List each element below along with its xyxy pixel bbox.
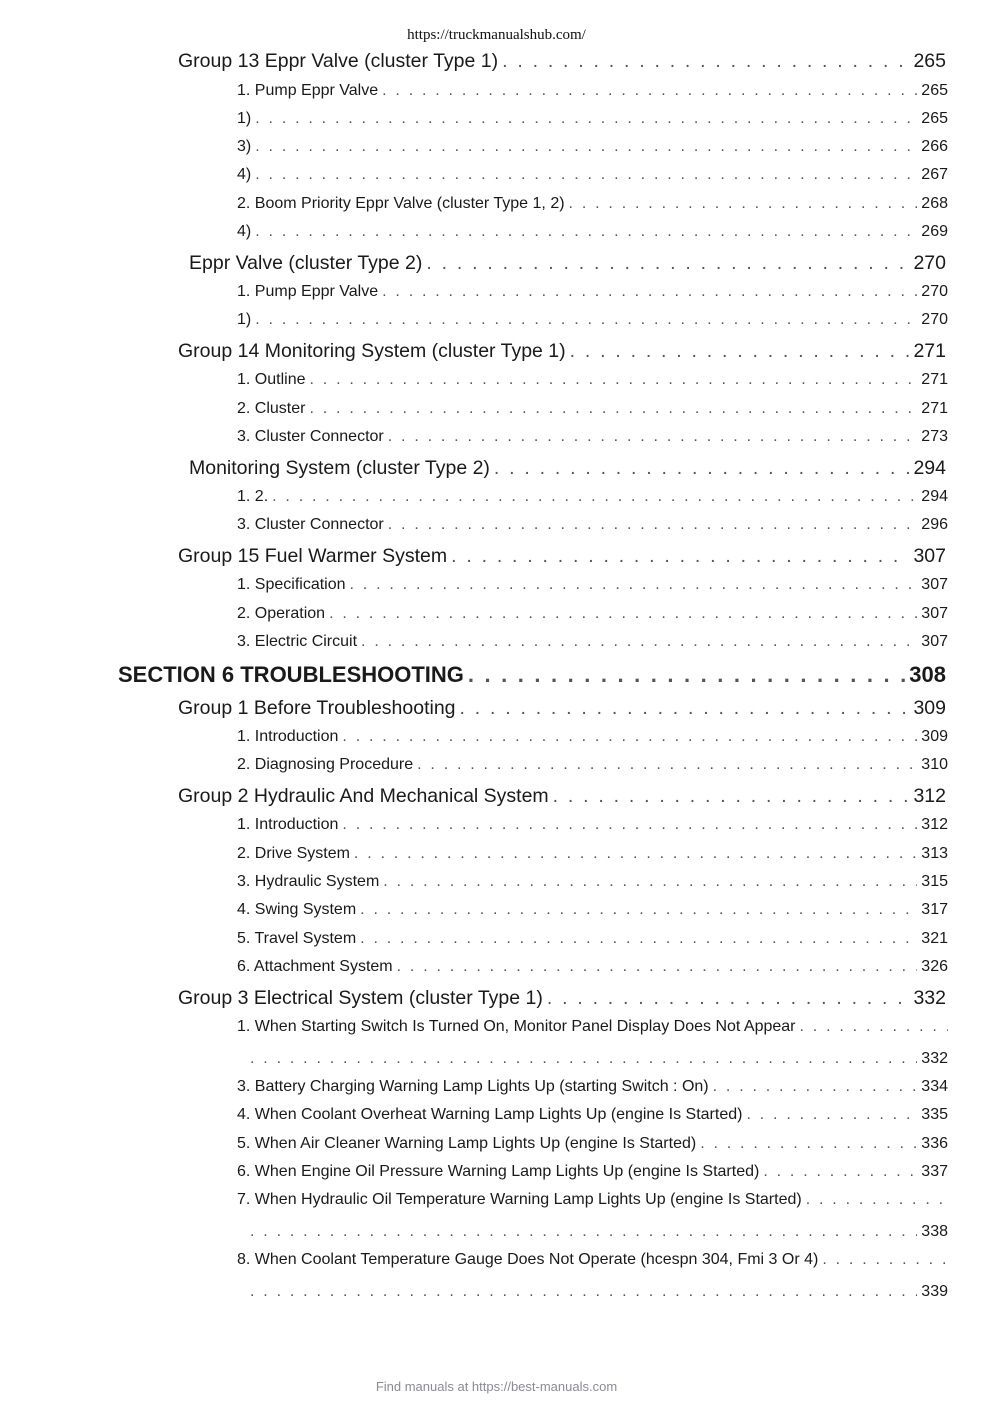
toc-entry-page: 266	[921, 138, 948, 155]
toc-entry-title: 3. Hydraulic System	[237, 873, 380, 890]
toc-entry-page: 296	[921, 516, 948, 533]
dot-leader	[818, 1251, 948, 1269]
dot-leader	[350, 845, 917, 863]
toc-entry-title: 2. Operation	[237, 605, 326, 622]
toc-entry-page: 337	[921, 1163, 948, 1180]
dot-leader	[566, 340, 910, 363]
toc-entry-title: 1. When Starting Switch Is Turned On, Monitor Panel Display Does Not Appear	[237, 1018, 796, 1035]
dot-leader	[759, 1163, 917, 1181]
toc-entry-title: 6. Attachment System	[237, 958, 393, 975]
toc-entry[interactable]	[237, 816, 948, 834]
toc-entry-title: 5. When Air Cleaner Warning Lamp Lights Up (engine Is Started)	[237, 1135, 697, 1152]
dot-leader	[268, 488, 917, 506]
dot-leader	[250, 1283, 917, 1301]
toc-entry[interactable]	[237, 845, 948, 863]
dot-leader	[356, 930, 917, 948]
toc-entry[interactable]	[189, 252, 946, 275]
toc-entry-page: 270	[913, 252, 946, 274]
toc-entry-page: 312	[921, 816, 948, 833]
dot-leader	[498, 50, 909, 73]
toc-entry-title: 4)	[237, 223, 252, 240]
toc-entry-title: 3. Battery Charging Warning Lamp Lights Up (starting Switch : On)	[237, 1078, 709, 1095]
toc-entry[interactable]	[178, 697, 946, 720]
toc-entry[interactable]	[237, 958, 948, 976]
dot-leader	[325, 605, 917, 623]
toc-entry-page: 271	[921, 371, 948, 388]
toc-entry[interactable]	[237, 1191, 948, 1209]
toc-entry-page: 307	[921, 633, 948, 650]
dot-leader	[796, 1018, 949, 1036]
toc-entry-page: 321	[921, 930, 948, 947]
toc-entry-page: 336	[921, 1135, 948, 1152]
toc-entry-page: 335	[921, 1106, 948, 1123]
toc-entry-title: 1. Pump Eppr Valve	[237, 283, 379, 300]
dot-leader	[251, 223, 917, 241]
toc-entry[interactable]	[189, 457, 946, 480]
toc-entry[interactable]	[237, 488, 948, 506]
toc-entry-page: 265	[913, 50, 946, 72]
dot-leader	[802, 1191, 948, 1209]
toc-entry-title: Group 3 Electrical System (cluster Type 1)	[178, 987, 543, 1009]
toc-entry[interactable]	[237, 311, 948, 329]
toc-entry-page: 269	[921, 223, 948, 240]
toc-entry[interactable]	[237, 110, 948, 128]
toc-entry-title: 3. Cluster Connector	[237, 428, 384, 445]
toc-entry[interactable]	[237, 166, 948, 184]
dot-leader	[356, 901, 917, 919]
toc-entry[interactable]	[178, 987, 946, 1010]
toc-entry-title: 4. Swing System	[237, 901, 357, 918]
toc-entry[interactable]	[118, 662, 946, 688]
toc-entry[interactable]	[237, 223, 948, 241]
toc-entry-page: 309	[913, 697, 946, 719]
toc-entry-title: Group 13 Eppr Valve (cluster Type 1)	[178, 50, 499, 72]
toc-entry[interactable]	[237, 1135, 948, 1153]
toc-entry-page: 339	[921, 1283, 948, 1300]
toc-entry[interactable]	[237, 82, 948, 100]
dot-leader	[379, 873, 917, 891]
dot-leader	[543, 987, 910, 1010]
toc-entry-page: 268	[921, 195, 948, 212]
toc-entry[interactable]	[178, 545, 946, 568]
toc-entry[interactable]	[237, 195, 948, 213]
toc-entry[interactable]	[178, 50, 946, 73]
toc-entry-title: 7. When Hydraulic Oil Temperature Warning Lamp Lights Up (engine Is Started)	[237, 1191, 802, 1208]
toc-entry-title: 6. When Engine Oil Pressure Warning Lamp Lights Up (engine Is Started)	[237, 1163, 760, 1180]
toc-entry-page: 317	[921, 901, 948, 918]
dot-leader	[696, 1135, 917, 1153]
dot-leader	[422, 252, 909, 275]
toc-entry[interactable]	[237, 633, 948, 651]
toc-entry-title: 8. When Coolant Temperature Gauge Does Not Operate (hcespn 304, Fmi 3 Or 4)	[237, 1251, 819, 1268]
toc-entry-title: 1)	[237, 311, 252, 328]
toc-entry[interactable]	[237, 605, 948, 623]
toc-entry-title: 1. Pump Eppr Valve	[237, 82, 379, 99]
dot-leader	[413, 756, 917, 774]
dot-leader	[384, 428, 918, 446]
dot-leader	[549, 785, 910, 808]
toc-entry[interactable]	[237, 400, 948, 418]
toc-entry-page: 315	[921, 873, 948, 890]
toc-entry-title: Group 14 Monitoring System (cluster Type 1)	[178, 340, 566, 362]
toc-entry-page: 307	[921, 576, 948, 593]
toc-entry-title: Eppr Valve (cluster Type 2)	[189, 252, 423, 274]
dot-leader	[742, 1106, 917, 1124]
dot-leader	[357, 633, 917, 651]
toc-entry-page: 310	[921, 756, 948, 773]
toc-entry-title: 4)	[237, 166, 252, 183]
toc-entry[interactable]	[237, 873, 948, 891]
toc-entry[interactable]	[237, 756, 948, 774]
toc-entry-page: 338	[921, 1223, 948, 1240]
toc-entry-title: Group 15 Fuel Warmer System	[178, 545, 448, 567]
toc-entry-page: 267	[921, 166, 948, 183]
dot-leader	[251, 311, 917, 329]
toc-entry-page: 294	[921, 488, 948, 505]
toc-entry[interactable]	[237, 728, 948, 746]
toc-entry-title: 1. Introduction	[237, 816, 339, 833]
toc-entry-page: 326	[921, 958, 948, 975]
toc-entry-title: 5. Travel System	[237, 930, 357, 947]
toc-entry[interactable]	[237, 1106, 948, 1124]
toc-entry-title: 3. Cluster Connector	[237, 516, 384, 533]
dot-leader	[338, 816, 917, 834]
dot-leader	[384, 516, 918, 534]
toc-entry[interactable]	[237, 1251, 948, 1269]
dot-leader	[464, 662, 905, 688]
toc-entry-page: 313	[921, 845, 948, 862]
toc-entry-continuation[interactable]	[250, 1223, 948, 1241]
toc-entry-title: Group 2 Hydraulic And Mechanical System	[178, 785, 549, 807]
toc-entry-title: Monitoring System (cluster Type 2)	[189, 457, 490, 479]
dot-leader	[250, 1223, 917, 1241]
footer-link[interactable]: Find manuals at https://best-manuals.com	[375, 1379, 618, 1394]
toc-entry-title: 3. Electric Circuit	[237, 633, 358, 650]
toc-entry-continuation[interactable]	[250, 1283, 948, 1301]
toc-entry[interactable]	[237, 428, 948, 446]
toc-entry-title: 1. Introduction	[237, 728, 339, 745]
toc-entry-title: 2. Boom Priority Eppr Valve (cluster Type 1, 2)	[237, 195, 565, 212]
toc-entry-continuation[interactable]	[250, 1050, 948, 1068]
toc-entry-page: 332	[913, 987, 946, 1009]
toc-entry-page: 307	[921, 605, 948, 622]
toc-entry-title: 1)	[237, 110, 252, 127]
toc-entry[interactable]	[237, 1018, 948, 1036]
dot-leader	[305, 371, 917, 389]
toc-entry[interactable]	[237, 138, 948, 156]
toc-entry[interactable]	[237, 901, 948, 919]
toc-entry[interactable]	[237, 283, 948, 301]
toc-entry-page: 270	[921, 283, 948, 300]
dot-leader	[378, 82, 917, 100]
header-url[interactable]: https://truckmanualshub.com/	[407, 27, 586, 43]
toc-entry-title: SECTION 6 TROUBLESHOOTING	[118, 662, 464, 687]
dot-leader	[251, 166, 917, 184]
toc-entry-page: 309	[921, 728, 948, 745]
dot-leader	[447, 545, 909, 568]
toc-entry[interactable]	[178, 785, 946, 808]
toc-entry[interactable]	[237, 576, 948, 594]
dot-leader	[305, 400, 917, 418]
toc-entry-title: 2. Diagnosing Procedure	[237, 756, 414, 773]
toc-entry-page: 265	[921, 110, 948, 127]
dot-leader	[456, 697, 910, 720]
toc-entry-page: 334	[921, 1078, 948, 1095]
toc-entry[interactable]	[178, 340, 946, 363]
toc-entry-page: 332	[921, 1050, 948, 1067]
toc-entry-page: 308	[909, 662, 946, 687]
toc-entry[interactable]	[237, 1078, 948, 1096]
toc-entry-title: 1. Specification	[237, 576, 346, 593]
toc-entry-page: 312	[913, 785, 946, 807]
toc-entry-title: 2. Cluster	[237, 400, 306, 417]
toc-entry-page: 271	[921, 400, 948, 417]
toc-entry-title: 1. 2.	[237, 488, 269, 505]
toc-entry-page: 271	[913, 340, 946, 362]
toc-entry[interactable]	[237, 371, 948, 389]
toc-entry[interactable]	[237, 1163, 948, 1181]
toc-entry-title: Group 1 Before Troubleshooting	[178, 697, 456, 719]
dot-leader	[378, 283, 917, 301]
toc-entry-title: 4. When Coolant Overheat Warning Lamp Lights Up (engine Is Started)	[237, 1106, 743, 1123]
toc-entry-title: 1. Outline	[237, 371, 306, 388]
toc-entry-title: 3)	[237, 138, 252, 155]
dot-leader	[250, 1050, 917, 1068]
dot-leader	[251, 138, 917, 156]
dot-leader	[338, 728, 917, 746]
toc-entry-page: 270	[921, 311, 948, 328]
toc-entry-page: 265	[921, 82, 948, 99]
dot-leader	[709, 1078, 918, 1096]
toc-entry[interactable]	[237, 516, 948, 534]
toc-entry-title: 2. Drive System	[237, 845, 350, 862]
dot-leader	[251, 110, 917, 128]
dot-leader	[565, 195, 918, 213]
toc-entry-page: 273	[921, 428, 948, 445]
dot-leader	[393, 958, 918, 976]
toc-entry-page: 294	[913, 457, 946, 479]
toc-entry[interactable]	[237, 930, 948, 948]
toc-entry-page: 307	[913, 545, 946, 567]
dot-leader	[490, 457, 910, 480]
dot-leader	[346, 576, 918, 594]
